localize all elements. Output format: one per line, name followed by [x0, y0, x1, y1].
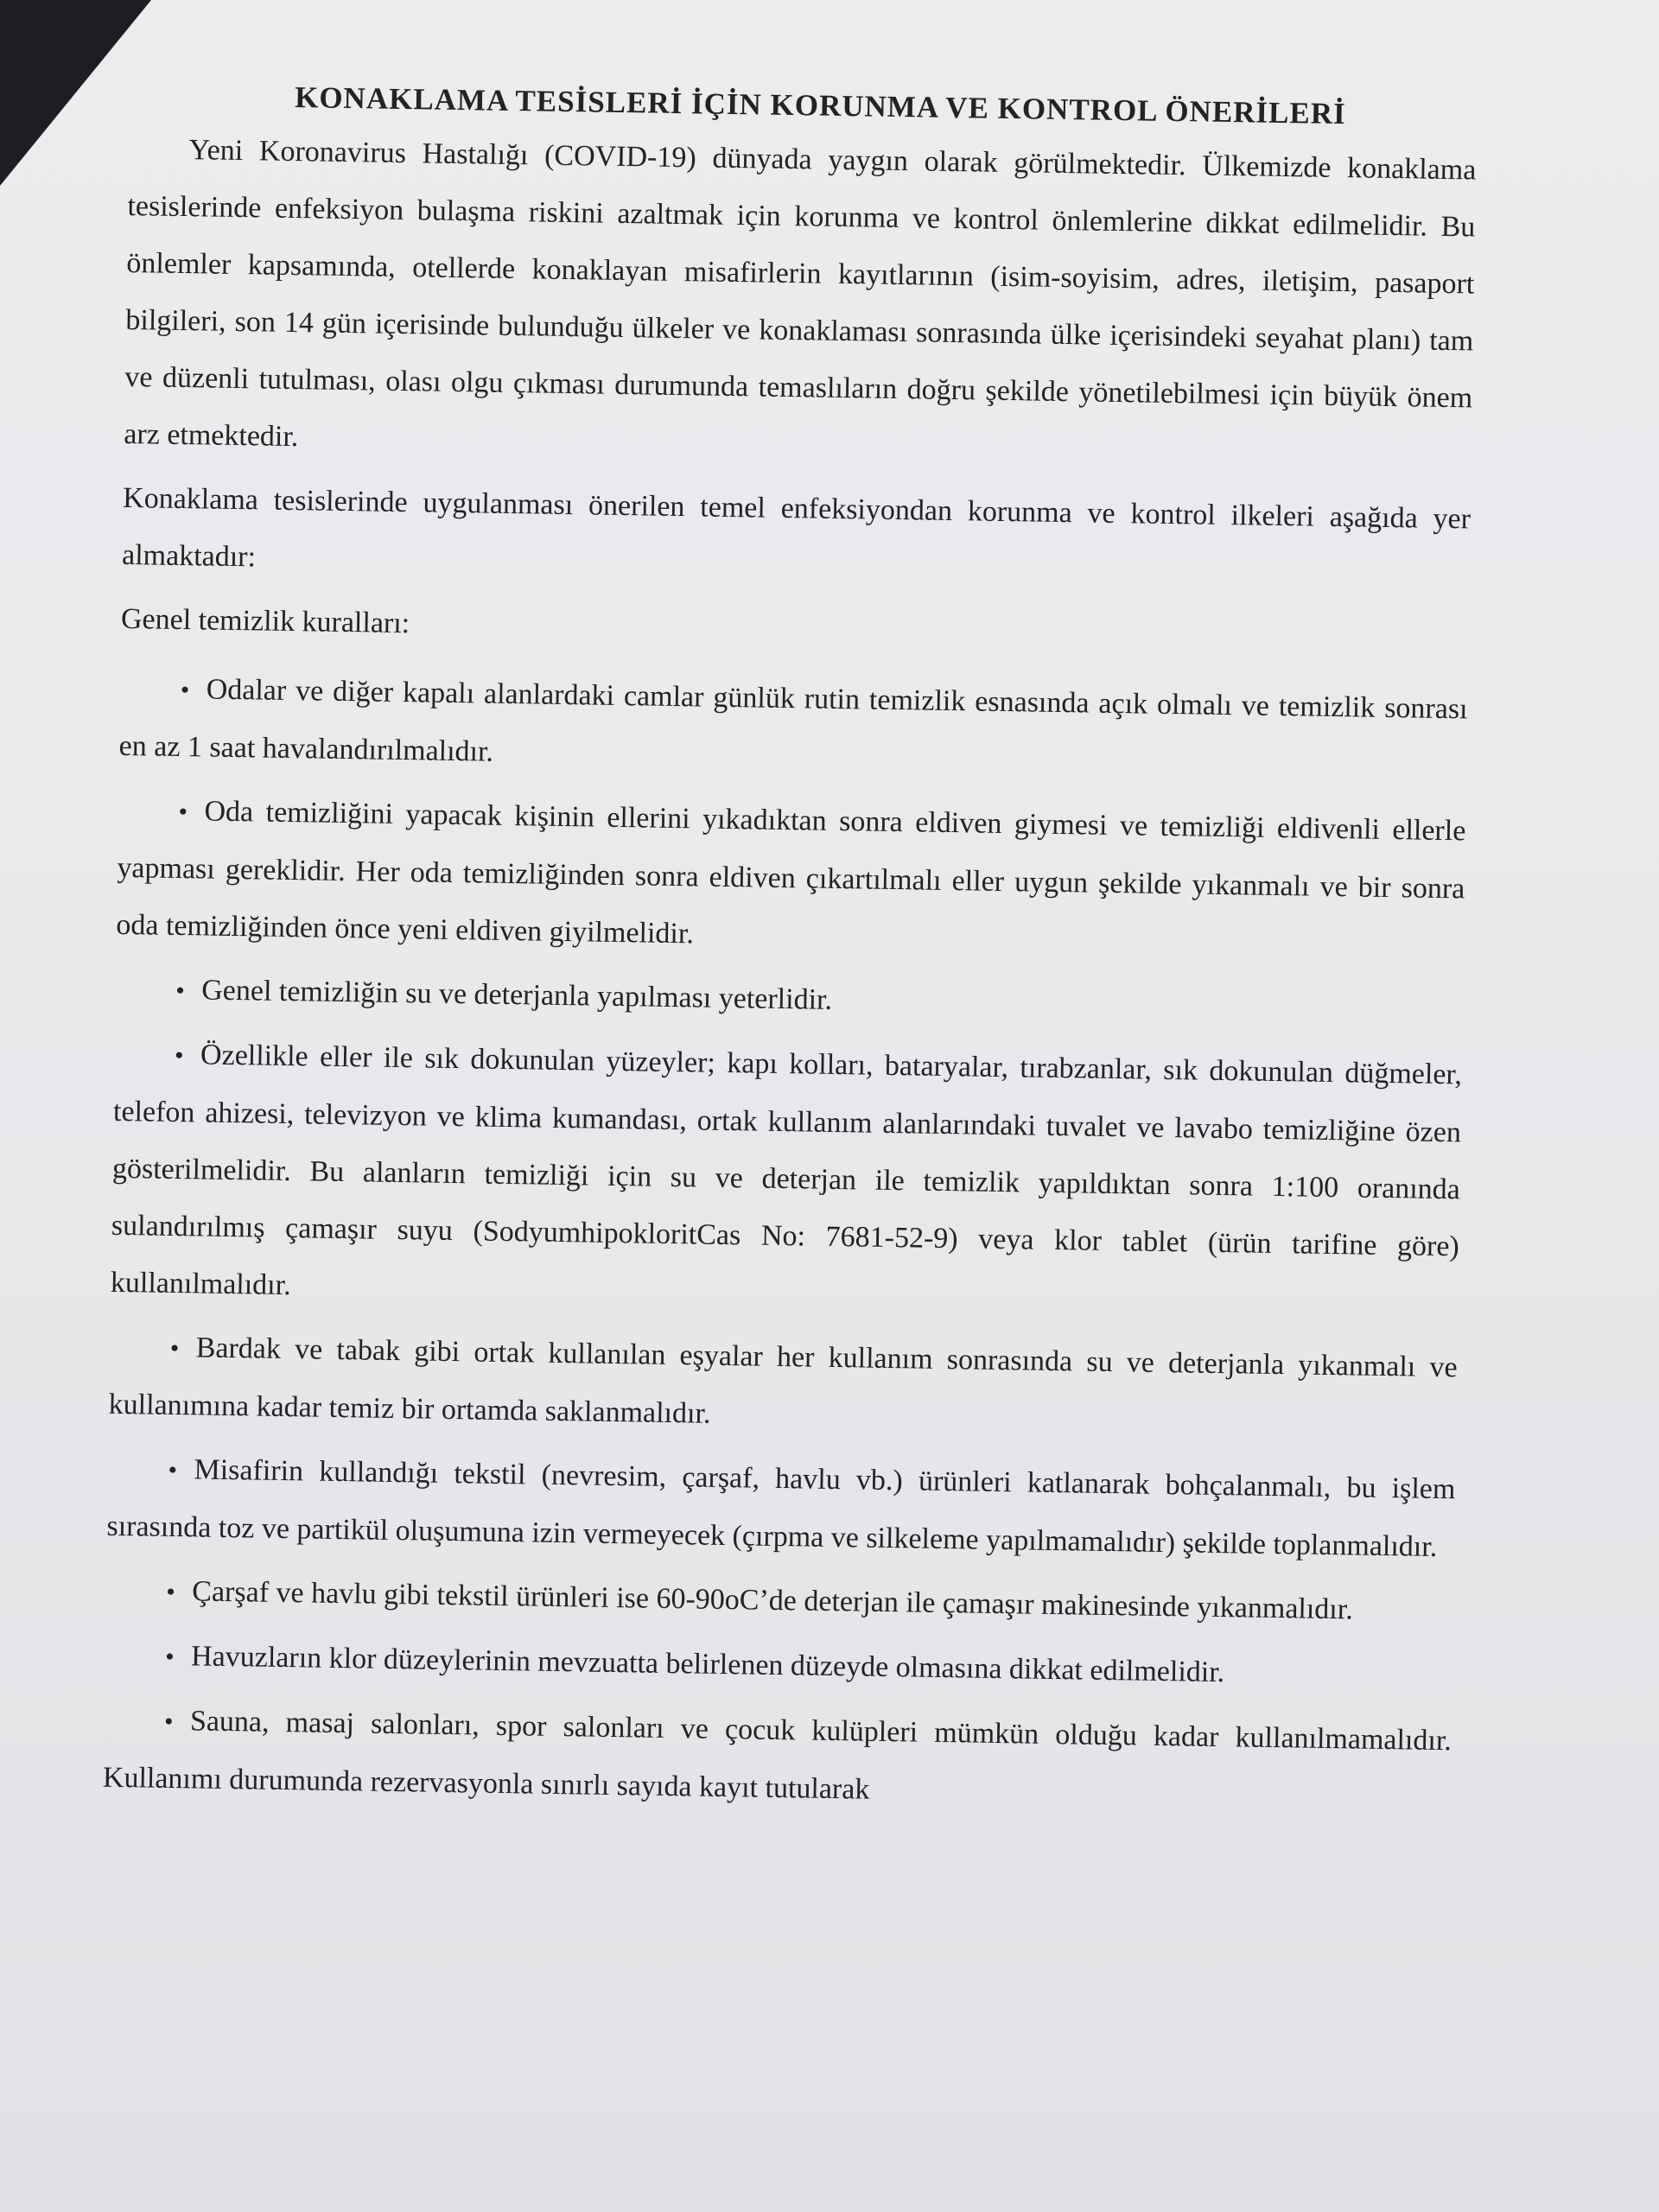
bullet-text: Odalar ve diğer kapalı alanlardaki camlar günlük rutin temizlik esnasında açık olmalı ve temizlik sonrası en az 1 saat havalandırılmalıdır. [118, 673, 1468, 768]
bullet-item [110, 1026, 1462, 1332]
bullet-text: Havuzların klor düzeylerinin mevzuatta belirlenen düzeyde olmasına dikkat edilmelidir. [190, 1640, 1225, 1689]
bullet-text: Misafirin kullandığı tekstil (nevresim, çarşaf, havlu vb.) ürünleri katlanarak bohçalanmalı, bu işlem sırasında toz ve partikül oluşumuna izin vermeyecek (çırpma ve silkeleme yapılmamalıdır) şekilde toplanmalıdır. [106, 1453, 1456, 1563]
intro-paragraph: Yeni Koronavirus Hastalığı (COVID-19) dünyada yaygın olarak görülmektedir. Ülkemizde konaklama tesislerinde enfeksiyon bulaşma riskini azaltmak için korunma ve kontrol önlemlerine dikkat edilmelidir. Bu önlemler kapsamında, otellerde konaklayan misafirlerin kayıtlarının (isim-soyisim, adres, iletişim, pasaport bilgileri, son 14 gün içerisinde bulunduğu ülkeler ve konaklaması sonrasında ülke içerisindeki seyahat planı) tam ve düzenli tutulması, olası olgu çıkması durumunda temaslıların doğru şekilde yönetilebilmesi için büyük önem arz etmektedir. [124, 134, 1477, 454]
bullet-item [108, 1319, 1458, 1454]
bullet-text: Genel temizliğin su ve deterjanla yapılması yeterlidir. [200, 974, 833, 1016]
bullet-dot-icon: • [169, 1333, 180, 1363]
bullet-text: Çarşaf ve havlu gibi tekstil ürünleri ise 60-90oC’de deterjan ile çamaşır makinesinde yıkanmalıdır. [192, 1575, 1354, 1626]
bullet-text: Sauna, masaj salonları, spor salonları ve çocuk kulüpleri mümkün olduğu kadar kullanılmamalıdır. Kullanımı durumunda rezervasyonla sınırlı sayıda kayıt tutularak [102, 1705, 1452, 1806]
bullet-text: Bardak ve tabak gibi ortak kullanılan eşyalar her kullanım sonrasında su ve deterjanla yıkanmalı ve kullanımına kadar temiz bir ortamda saklanmalıdır. [108, 1332, 1458, 1430]
dark-background-corner [0, 0, 151, 186]
bullet-item [116, 782, 1466, 975]
bullet-item [102, 1692, 1452, 1827]
document-title: KONAKLAMA TESİSLERİ İÇİN KORUNMA VE KONTROL ÖNERİLERİ [294, 80, 1346, 131]
bullet-dot-icon: • [178, 797, 188, 827]
bullet-dot-icon: • [164, 1642, 175, 1672]
document-body [102, 69, 1478, 1834]
bullet-dot-icon: • [163, 1707, 174, 1737]
bullet-dot-icon: • [175, 976, 186, 1006]
bullet-dot-icon: • [174, 1040, 184, 1071]
bullet-dot-icon: • [168, 1455, 178, 1485]
bullet-dot-icon: • [180, 676, 190, 705]
bullet-text: Oda temizliğini yapacak kişinin ellerini yıkadıktan sonra eldiven giymesi ve temizliği eldivenli ellerle yapması gereklidir. Her oda temizliğinden sonra eldiven çıkartılmalı eller uygun şekilde yıkanmalı ve bir sonra oda temizliğinden önce yeni eldiven giyilmelidir. [116, 795, 1466, 950]
section-heading: Genel temizlik kuralları: [120, 602, 410, 640]
bullet-dot-icon: • [166, 1577, 176, 1607]
principles-paragraph: Konaklama tesislerinde uygulanması önerilen temel enfeksiyondan korunma ve kontrol ilkeleri aşağıda yer almaktadır: [121, 481, 1471, 574]
bullet-text: Özellikle eller ile sık dokunulan yüzeyler; kapı kolları, bataryalar, tırabzanlar, sık dokunulan düğmeler, telefon ahizesi, televizyon ve klima kumandası, ortak kullanım alanlarındaki tuvalet ve lavabo temizliğine özen gösterilmelidir. Bu alanların temizliği için su ve deterjan ile temizlik yapıldıktan sonra 1:100 oranında sulandırılmış çamaşır suyu (SodyumhipokloritCas No: 7681-52-9) veya klor tablet (ürün tarifine göre) kullanılmalıdır. [110, 1039, 1463, 1302]
bullet-item [106, 1440, 1456, 1576]
bullet-item [118, 660, 1468, 796]
